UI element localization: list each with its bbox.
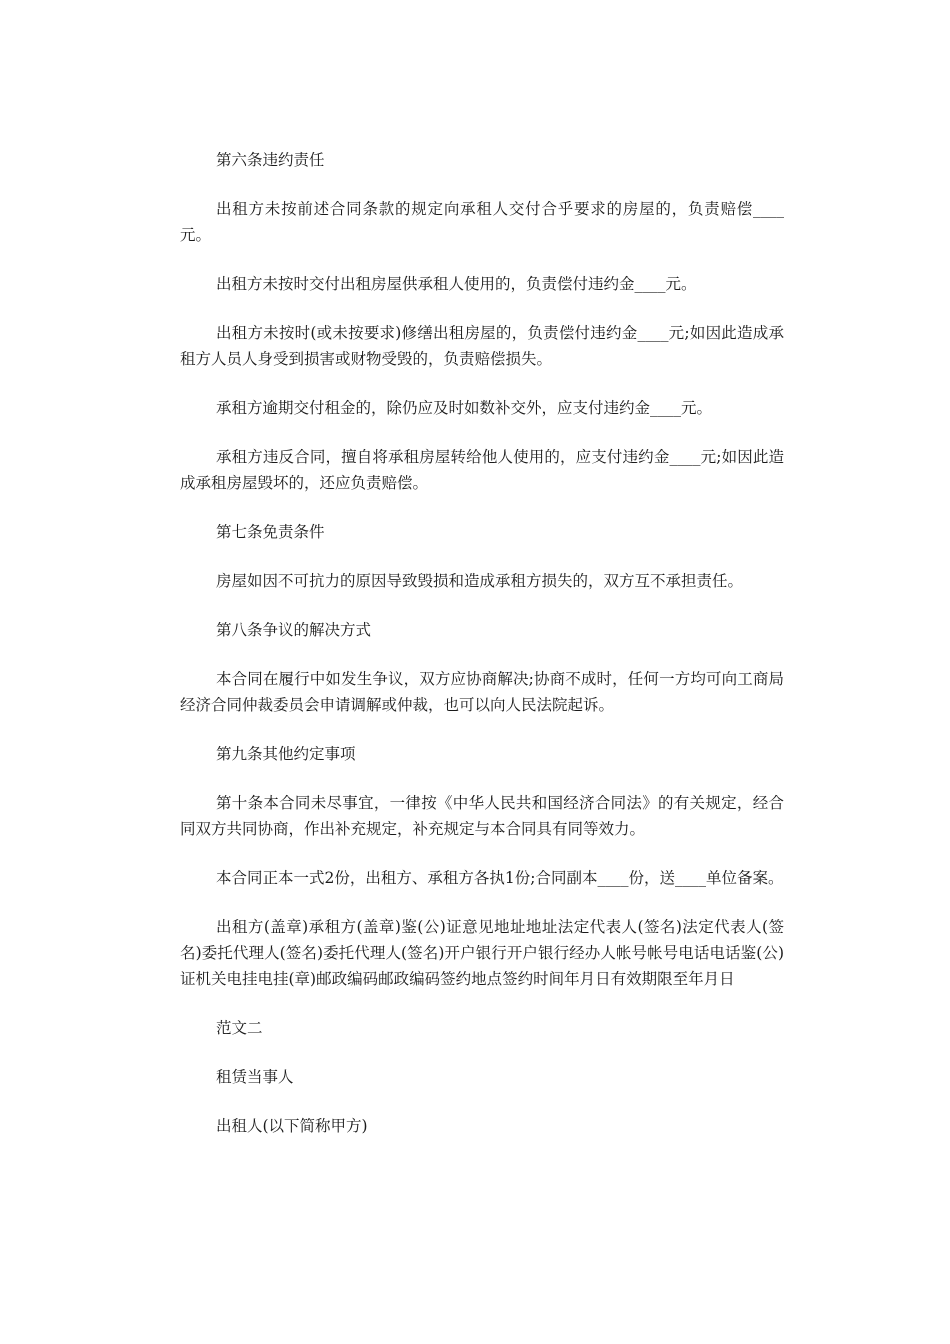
section-heading-article-9: 第九条其他约定事项 bbox=[216, 745, 356, 763]
paragraph: 本合同在履行中如发生争议，双方应协商解决;协商不成时，任何一方均可向工商局经济合同仲裁委员会申请调解或仲裁，也可以向人民法院起诉。 bbox=[180, 670, 784, 714]
paragraph: 房屋如因不可抗力的原因导致毁损和造成承租方损失的，双方互不承担责任。 bbox=[216, 572, 744, 590]
paragraph: 出租方未按时(或未按要求)修缮出租房屋的，负责偿付违约金____元;如因此造成承租方人员人身受到损害或财物受毁的，负责赔偿损失。 bbox=[180, 324, 784, 368]
paragraph: 本合同正本一式2份，出租方、承租方各执1份;合同副本____份，送____单位备案。 bbox=[216, 869, 784, 887]
paragraph: 租赁当事人 bbox=[216, 1068, 294, 1086]
section-heading-sample-2: 范文二 bbox=[216, 1019, 263, 1037]
paragraph: 出租方未按时交付出租房屋供承租人使用的，负责偿付违约金____元。 bbox=[216, 275, 697, 293]
document-body bbox=[180, 147, 784, 1162]
section-heading-article-6: 第六条违约责任 bbox=[216, 151, 325, 169]
paragraph: 出租人(以下简称甲方) bbox=[216, 1117, 368, 1135]
signature-block: 出租方(盖章)承租方(盖章)鉴(公)证意见地址地址法定代表人(签名)法定代表人(签名)委托代理人(签名)委托代理人(签名)开户银行开户银行经办人帐号帐号电话电话鉴(公)证机关电挂电挂(章)邮政编码邮政编码签约地点签约时间年月日有效期限至年月日 bbox=[180, 918, 784, 988]
section-heading-article-8: 第八条争议的解决方式 bbox=[216, 621, 372, 639]
paragraph: 出租方未按前述合同条款的规定向承租人交付合乎要求的房屋的，负责赔偿____元。 bbox=[180, 200, 784, 244]
paragraph: 承租方违反合同，擅自将承租房屋转给他人使用的，应支付违约金____元;如因此造成承租房屋毁坏的，还应负责赔偿。 bbox=[180, 448, 784, 492]
paragraph: 第十条本合同未尽事宜，一律按《中华人民共和国经济合同法》的有关规定，经合同双方共同协商，作出补充规定，补充规定与本合同具有同等效力。 bbox=[180, 794, 784, 838]
paragraph: 承租方逾期交付租金的，除仍应及时如数补交外，应支付违约金____元。 bbox=[216, 399, 713, 417]
section-heading-article-7: 第七条免责条件 bbox=[216, 523, 325, 541]
